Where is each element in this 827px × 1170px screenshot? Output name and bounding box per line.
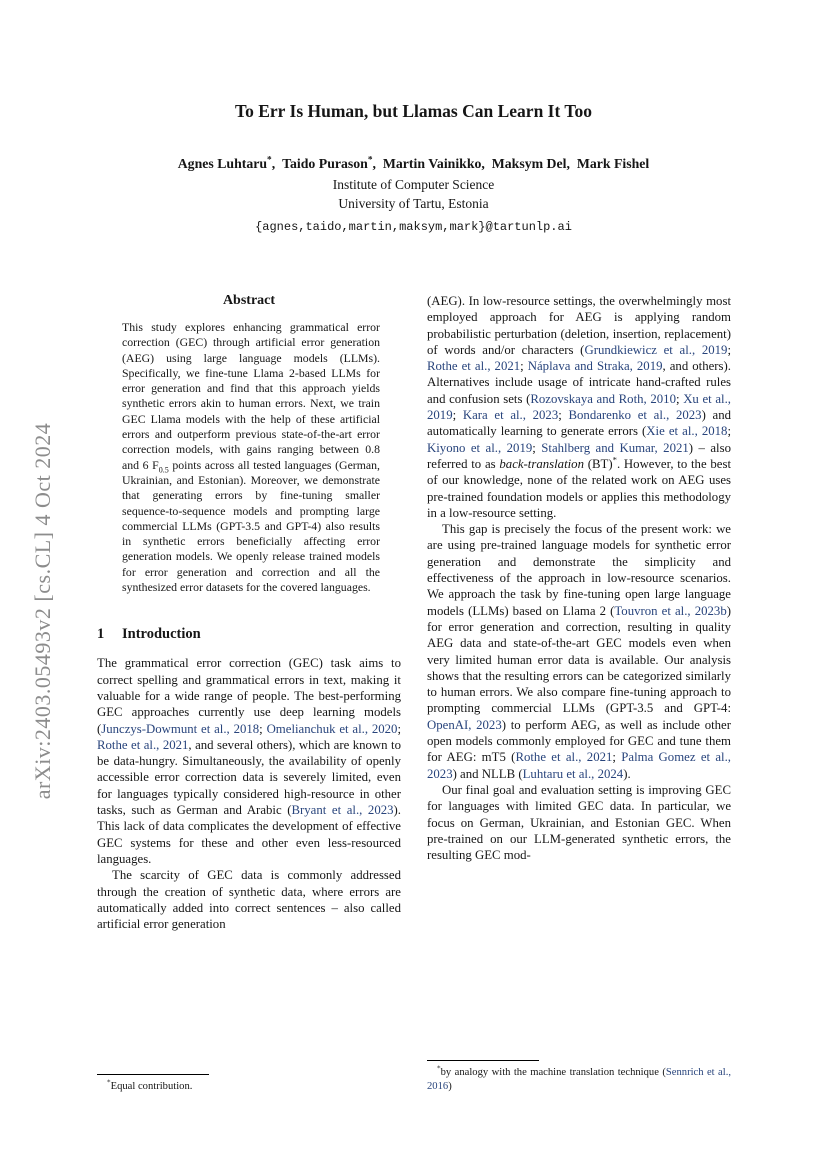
text-segment: back-translation xyxy=(499,456,584,471)
back-translation-footnote xyxy=(427,1066,731,1093)
text-segment: ). This lack of data complicates the development of effective GEC systems for these and other even less-resourced languages. xyxy=(97,803,401,866)
citation-link[interactable]: Xu et al., 2019 xyxy=(427,391,731,423)
citation-link[interactable]: Touvron et al., 2023b xyxy=(614,603,727,618)
text-segment: Agnes Luhtaru xyxy=(177,156,268,171)
intro-paragraph-2 xyxy=(97,867,401,932)
right-footnote-rule xyxy=(427,1060,539,1061)
text-segment: ) – also referred to as xyxy=(427,440,731,471)
text-segment: , Taido Purason xyxy=(271,156,368,171)
footnote-marker: * xyxy=(612,454,617,465)
intro-paragraph-4 xyxy=(427,521,731,782)
text-segment: ). xyxy=(623,766,631,781)
citation-link[interactable]: Luhtaru et al., 2024 xyxy=(522,766,624,781)
citation-link[interactable]: Rozovskaya and Roth, 2010 xyxy=(530,391,676,406)
text-segment: ; xyxy=(397,721,401,736)
intro-paragraph-5 xyxy=(427,782,731,863)
footnote-marker: * xyxy=(437,1064,441,1073)
arxiv-watermark: arXiv:2403.05493v2 [cs.CL] 4 Oct 2024 xyxy=(30,422,55,800)
text-segment: ; xyxy=(452,408,463,423)
abstract-text xyxy=(97,320,401,595)
text-segment: . However, to the best of our knowledge, none of the related work on AEG uses pre-trained foundation models or applies this methodology in a low-resource setting. xyxy=(427,456,731,520)
left-footnote-block xyxy=(97,1074,401,1094)
paper-header xyxy=(0,100,827,235)
left-column xyxy=(97,293,401,1093)
text-segment: This gap is precisely the focus of the present work: we are using pre-trained language models for synthetic error generation and demonstrate the simplicity and effectiveness of the approach in low-resource scenarios. We approach the task by fine-tuning open large language models (LLMs) based on Llama 2 ( xyxy=(427,522,731,618)
citation-link[interactable]: Kiyono et al., 2019 xyxy=(427,440,533,455)
text-segment: ; xyxy=(532,440,542,455)
citation-link[interactable]: Bryant et al., 2023 xyxy=(291,803,394,818)
footnote-marker: * xyxy=(267,155,272,166)
citation-link[interactable]: Náplava and Straka, 2019 xyxy=(527,359,663,374)
citation-link[interactable]: Rothe et al., 2021 xyxy=(427,359,521,374)
citation-link[interactable]: Kara et al., 2023 xyxy=(462,408,559,423)
text-segment: ) and automatically learning to generate errors ( xyxy=(427,408,731,439)
section-1-title: Introduction xyxy=(122,626,201,643)
text-segment: The scarcity of GEC data is commonly addressed through the creation of synthetic data, where errors are automatically added into correct sentences – also called artificial error generation xyxy=(97,868,401,932)
text-segment: (AEG). In low-resource settings, the overwhelmingly most employed approach for AEG is applying random probabilistic perturbation (deletion, insertion, replacement) of words and/or characters ( xyxy=(427,294,731,357)
citation-link[interactable]: Palma Gomez et al., 2023 xyxy=(427,750,731,781)
text-segment: 0.5 xyxy=(158,465,169,475)
paper-title: To Err Is Human, but Llamas Can Learn It Too xyxy=(235,101,592,121)
two-column-body xyxy=(97,293,731,1093)
right-footnote-block xyxy=(427,1060,731,1093)
text-segment: ; xyxy=(259,721,267,736)
equal-contribution-footnote xyxy=(97,1077,401,1094)
abstract-block xyxy=(97,293,401,595)
intro-paragraph-1 xyxy=(97,655,401,867)
citation-link[interactable]: Rothe et al., 2021 xyxy=(97,737,189,752)
affiliation-university: University of Tartu, Estonia xyxy=(338,196,489,211)
intro-paragraph-3 xyxy=(427,293,731,521)
text-segment: Our final goal and evaluation setting is improving GEC for languages with limited GEC data. In particular, we focus on German, Ukrainian, and Estonian GEC. When pre-trained on our LLM-generated synthetic errors, the resulting GEC mod- xyxy=(427,782,731,863)
section-1-number: 1 xyxy=(97,626,105,643)
citation-link[interactable]: Xie et al., 2018 xyxy=(646,424,728,439)
text-segment: This study explores enhancing grammatical error correction (GEC) through artificial error generation (AEG) using large language models (LLMs). Specifically, we fine-tune Llama 2-based LLMs for error generation and find that this approach yields synthetic errors akin to human errors. Next, we train GEC Llama models with the help of these artificial errors and outperform previous state-of-the-art error correction models, with gains ranging between 0.8 and 6 F xyxy=(122,320,380,472)
text-segment: ; xyxy=(675,391,684,406)
text-segment: ; xyxy=(558,408,569,423)
text-segment: , and others). Alternatives include usage of intricate hand-crafted rules and confusion sets ( xyxy=(427,359,731,406)
citation-link[interactable]: Rothe et al., 2021 xyxy=(515,750,613,765)
affiliation-institute: Institute of Computer Science xyxy=(332,177,495,192)
text-segment: The grammatical error correction (GEC) task aims to correct spelling and grammatical errors in text, making it valuable for a wide range of people. The best-performing GEC approaches currently use deep learning models ( xyxy=(97,656,401,736)
text-segment: ; xyxy=(727,342,731,357)
text-segment: by analogy with the machine translation technique ( xyxy=(440,1067,666,1078)
text-segment: ) to perform AEG, as well as include other open models commonly employed for GEC and tune them for AEG: mT5 ( xyxy=(427,717,731,765)
citation-link[interactable]: Sennrich et al., 2016 xyxy=(427,1067,731,1092)
author-emails: {agnes,taido,martin,maksym,mark}@tartunlp.ai xyxy=(255,220,572,234)
text-segment: ; xyxy=(727,424,731,439)
citation-link[interactable]: Bondarenko et al., 2023 xyxy=(568,408,702,423)
text-segment: ; xyxy=(520,359,528,374)
text-segment: ) xyxy=(448,1080,452,1092)
abstract-heading: Abstract xyxy=(222,293,276,308)
citation-link[interactable]: Stahlberg and Kumar, 2021 xyxy=(541,440,689,455)
right-column xyxy=(427,293,731,1093)
text-segment: , Martin Vainikko, Maksym Del, Mark Fishel xyxy=(372,156,650,171)
citation-link[interactable]: OpenAI, 2023 xyxy=(427,717,502,732)
text-segment: Equal contribution. xyxy=(110,1080,193,1092)
text-segment: , and several others), which are known to be data-hungry. Simultaneously, the availability of openly accessible error correction data is severely limited, even for languages typically considered high-resource in other tasks, such as German and Arabic ( xyxy=(97,737,401,818)
text-segment: points across all tested languages (German, Ukrainian, and Estonian). Moreover, we demonstrate that generating errors by fine-tuning smaller sequence-to-sequence models and prompting large commercial LLMs (GPT-3.5 and GPT-4) also results in synthetic errors beneficially affecting error generation models. We openly release trained models for error generation and correction and all the synthesized error datasets for the covered languages. xyxy=(122,457,380,595)
footnote-marker: * xyxy=(367,155,373,166)
citation-link[interactable]: Grundkiewicz et al., 2019 xyxy=(584,342,728,357)
text-segment: ) and NLLB ( xyxy=(452,766,523,781)
citation-link[interactable]: Omelianchuk et al., 2020 xyxy=(266,721,398,736)
text-segment: ; xyxy=(612,750,622,765)
footnote-marker: * xyxy=(107,1077,111,1086)
text-segment: (BT) xyxy=(583,456,613,471)
citation-link[interactable]: Junczys-Dowmunt et al., 2018 xyxy=(101,721,260,736)
left-footnote-rule xyxy=(97,1074,209,1075)
section-1-heading xyxy=(97,626,401,643)
author-line xyxy=(0,155,827,173)
text-segment: ) for error generation and correction, resulting in quality AEG data and state-of-the-art GEC models even when very limited human error data is available. Our analysis shows that the resulting errors can be categorized similarly to human errors. We also compare fine-tuning approach to prompting commercial LLMs (GPT-3.5 and GPT-4: xyxy=(427,603,731,716)
